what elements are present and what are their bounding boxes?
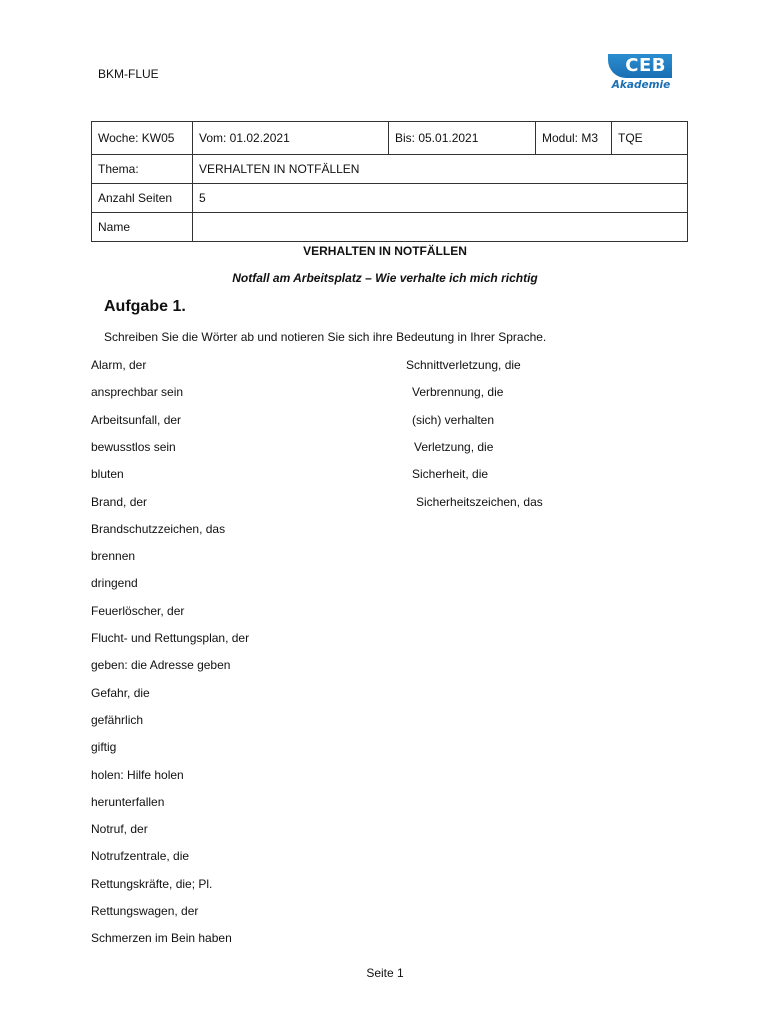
vocab-item: geben: die Adresse geben xyxy=(91,658,231,673)
vocab-item: holen: Hilfe holen xyxy=(91,767,184,782)
vocab-item: bewusstlos sein xyxy=(91,439,176,454)
task-instruction: Schreiben Sie die Wörter ab und notieren Sie sich ihre Bedeutung in Ihrer Sprache. xyxy=(104,330,547,344)
meta-row-topic xyxy=(92,155,688,184)
meta-row-pages xyxy=(92,184,688,213)
vocab-item: Schnittverletzung, die xyxy=(406,358,521,372)
vocab-item: bluten xyxy=(91,467,124,482)
vocab-item: ansprechbar sein xyxy=(91,385,184,400)
pages-value: 5 xyxy=(193,184,688,213)
ceb-logo xyxy=(604,54,674,94)
logo-text: CEB xyxy=(625,55,666,76)
vocab-item: Brandschutzzeichen, das xyxy=(91,521,226,536)
vocab-item: Feuerlöscher, der xyxy=(91,603,185,618)
vocab-item: Sicherheitszeichen, das xyxy=(416,494,543,509)
course-code: BKM-FLUE xyxy=(98,67,159,81)
logo-badge xyxy=(608,54,672,78)
vocab-item: Alarm, der xyxy=(91,358,147,372)
module-cell: Modul: M3 xyxy=(536,122,612,155)
name-label: Name xyxy=(92,213,193,242)
vocab-item: Notruf, der xyxy=(91,822,148,837)
from-date-cell: Vom: 01.02.2021 xyxy=(193,122,389,155)
vocab-item: dringend xyxy=(91,576,138,591)
name-field[interactable] xyxy=(193,213,688,242)
document-subtitle: Notfall am Arbeitsplatz – Wie verhalte ich mich richtig xyxy=(232,271,538,285)
vocab-item: gefährlich xyxy=(91,712,144,727)
meta-row-week xyxy=(92,122,688,155)
vocab-item: (sich) verhalten xyxy=(412,412,495,427)
vocab-item: giftig xyxy=(91,740,117,755)
document-title: VERHALTEN IN NOTFÄLLEN xyxy=(303,244,467,258)
vocab-item: Sicherheit, die xyxy=(412,467,489,482)
vocab-item: Schmerzen im Bein haben xyxy=(91,931,232,946)
page-number: Seite 1 xyxy=(366,966,404,980)
vocab-item: Notrufzentrale, die xyxy=(91,849,190,864)
topic-label: Thema: xyxy=(92,155,193,184)
vocab-item: Arbeitsunfall, der xyxy=(91,412,182,427)
task-heading: Aufgabe 1. xyxy=(104,298,186,315)
vocab-item: Gefahr, die xyxy=(91,685,150,700)
pages-label: Anzahl Seiten xyxy=(92,184,193,213)
vocab-item: Verletzung, die xyxy=(414,439,494,454)
vocab-item: Rettungswagen, der xyxy=(91,904,199,918)
module-value-cell: TQE xyxy=(612,122,688,155)
vocab-item: Verbrennung, die xyxy=(412,385,504,400)
logo-subtitle: Akademie xyxy=(611,79,671,91)
vocab-item: Rettungskräfte, die; Pl. xyxy=(91,876,213,891)
vocab-item: brennen xyxy=(91,549,136,564)
vocab-item: Brand, der xyxy=(91,494,148,509)
meta-table xyxy=(91,121,688,242)
meta-row-name xyxy=(92,213,688,242)
vocab-item: herunterfallen xyxy=(91,794,165,809)
week-cell: Woche: KW05 xyxy=(92,122,193,155)
to-date-cell: Bis: 05.01.2021 xyxy=(389,122,536,155)
topic-value: VERHALTEN IN NOTFÄLLEN xyxy=(193,155,688,184)
vocab-item: Flucht- und Rettungsplan, der xyxy=(91,631,250,645)
